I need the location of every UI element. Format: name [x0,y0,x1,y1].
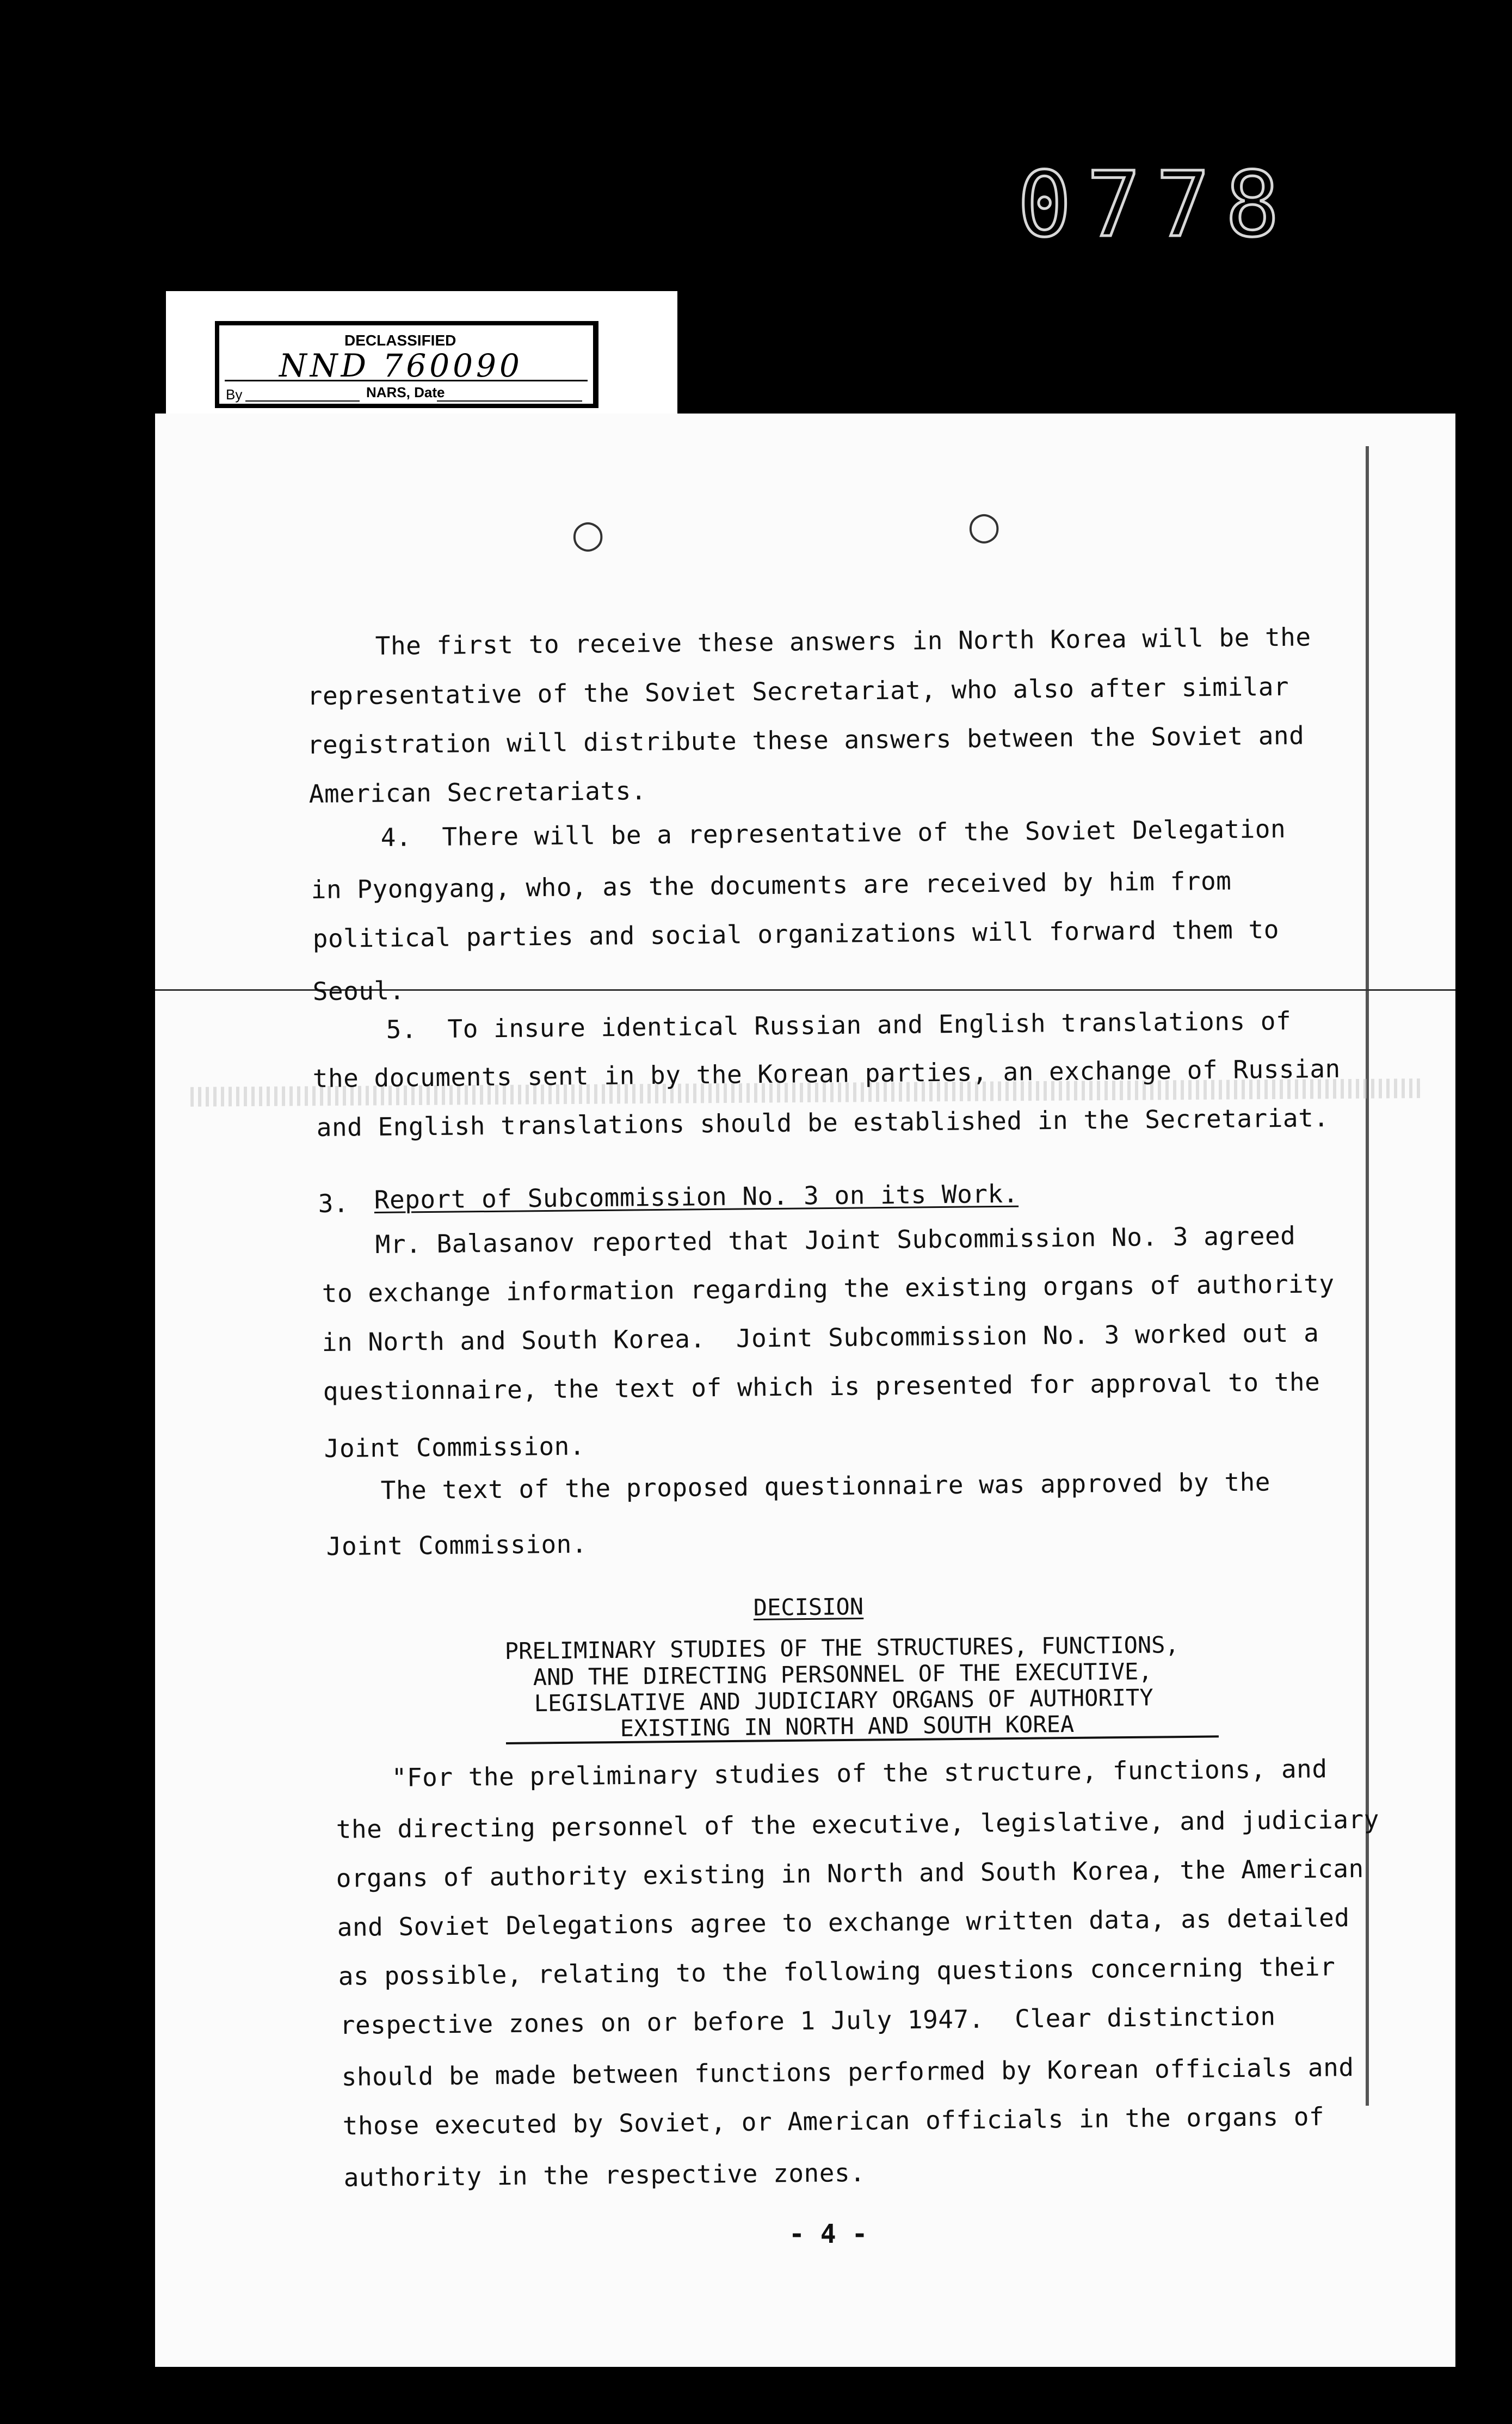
body-line: American Secretariats. [308,776,647,809]
decision-text-line: should be made between functions performed by Korean officials and [341,2052,1354,2092]
section-line: in North and South Korea. Joint Subcommission No. 3 worked out a [322,1318,1319,1357]
decision-heading-line: LEGISLATIVE AND JUDICIARY ORGANS OF AUTHORITY [534,1684,1153,1717]
frame-number: 0778 [1017,152,1295,257]
authority-number: NND 760090 [279,347,523,384]
decision-heading-line: AND THE DIRECTING PERSONNEL OF THE EXECUTIVE, [533,1658,1152,1691]
decision-heading-line: EXISTING IN NORTH AND SOUTH KOREA [620,1710,1075,1742]
nars-date-label: NARS, Date [366,384,445,400]
body-line: representative of the Soviet Secretariat, who also after similar [307,671,1289,711]
section-line: Joint Commission. [324,1431,585,1463]
decision-text-line: "For the preliminary studies of the structure, functions, and [391,1754,1328,1792]
punch-hole-icon: ○ [967,503,1001,548]
declassified-label: DECLASSIFIED [344,332,456,349]
body-line: 5. To insure identical Russian and English translations of [386,1006,1292,1044]
decision-text-line: organs of authority existing in North and South Korea, the American [336,1853,1364,1893]
body-line: the documents sent in by the Korean parties, an exchange of Russian [312,1053,1341,1093]
body-line: and English translations should be established in the Secretariat. [316,1103,1329,1142]
by-signature-line [245,400,360,402]
decision-text-line: and Soviet Delegations agree to exchange written data, as detailed [337,1903,1350,1942]
decision-label: DECISION [753,1593,864,1621]
decision-text-line: respective zones on or before 1 July 1947. Clear distinction [340,2001,1276,2040]
by-label: By [226,386,243,403]
section-line: The text of the proposed questionnaire was approved by the [380,1467,1271,1505]
page-edge-shadow [1366,446,1369,2106]
stamp-divider [225,380,588,381]
decision-text-line: authority in the respective zones. [343,2157,866,2192]
declassification-slip [166,291,677,424]
body-line: The first to receive these answers in North Korea will be the [375,622,1311,661]
declassification-stamp [215,321,598,408]
body-line: 4. There will be a representative of the Soviet Delegation [380,814,1286,852]
body-line: in Pyongyang, who, as the documents are received by him from [311,866,1232,904]
section-line: Joint Commission. [326,1529,588,1561]
section-heading: Report of Subcommission No. 3 on its Work. [374,1179,1019,1214]
decision-text-line: those executed by Soviet, or American officials in the organs of [342,2101,1325,2141]
nars-date-line [437,400,582,402]
punch-hole-icon: ○ [571,511,605,556]
section-line: questionnaire, the text of which is presented for approval to the [323,1367,1320,1406]
body-line: registration will distribute these answers between the Soviet and [307,720,1305,760]
decision-heading-line: PRELIMINARY STUDIES OF THE STRUCTURES, FUNCTIONS, [504,1631,1179,1664]
decision-text-line: as possible, relating to the following questions concerning their [338,1952,1336,1991]
decision-text-line: the directing personnel of the executive, legislative, and judiciary [336,1804,1380,1844]
body-line: political parties and social organizations will forward them to [312,914,1280,953]
body-line: Seoul. [312,976,405,1006]
section-line: Mr. Balasanov reported that Joint Subcommission No. 3 agreed [375,1220,1296,1259]
page-number: - 4 - [789,2219,868,2249]
section-number: 3. [318,1188,349,1218]
section-line: to exchange information regarding the existing organs of authority [322,1269,1335,1308]
